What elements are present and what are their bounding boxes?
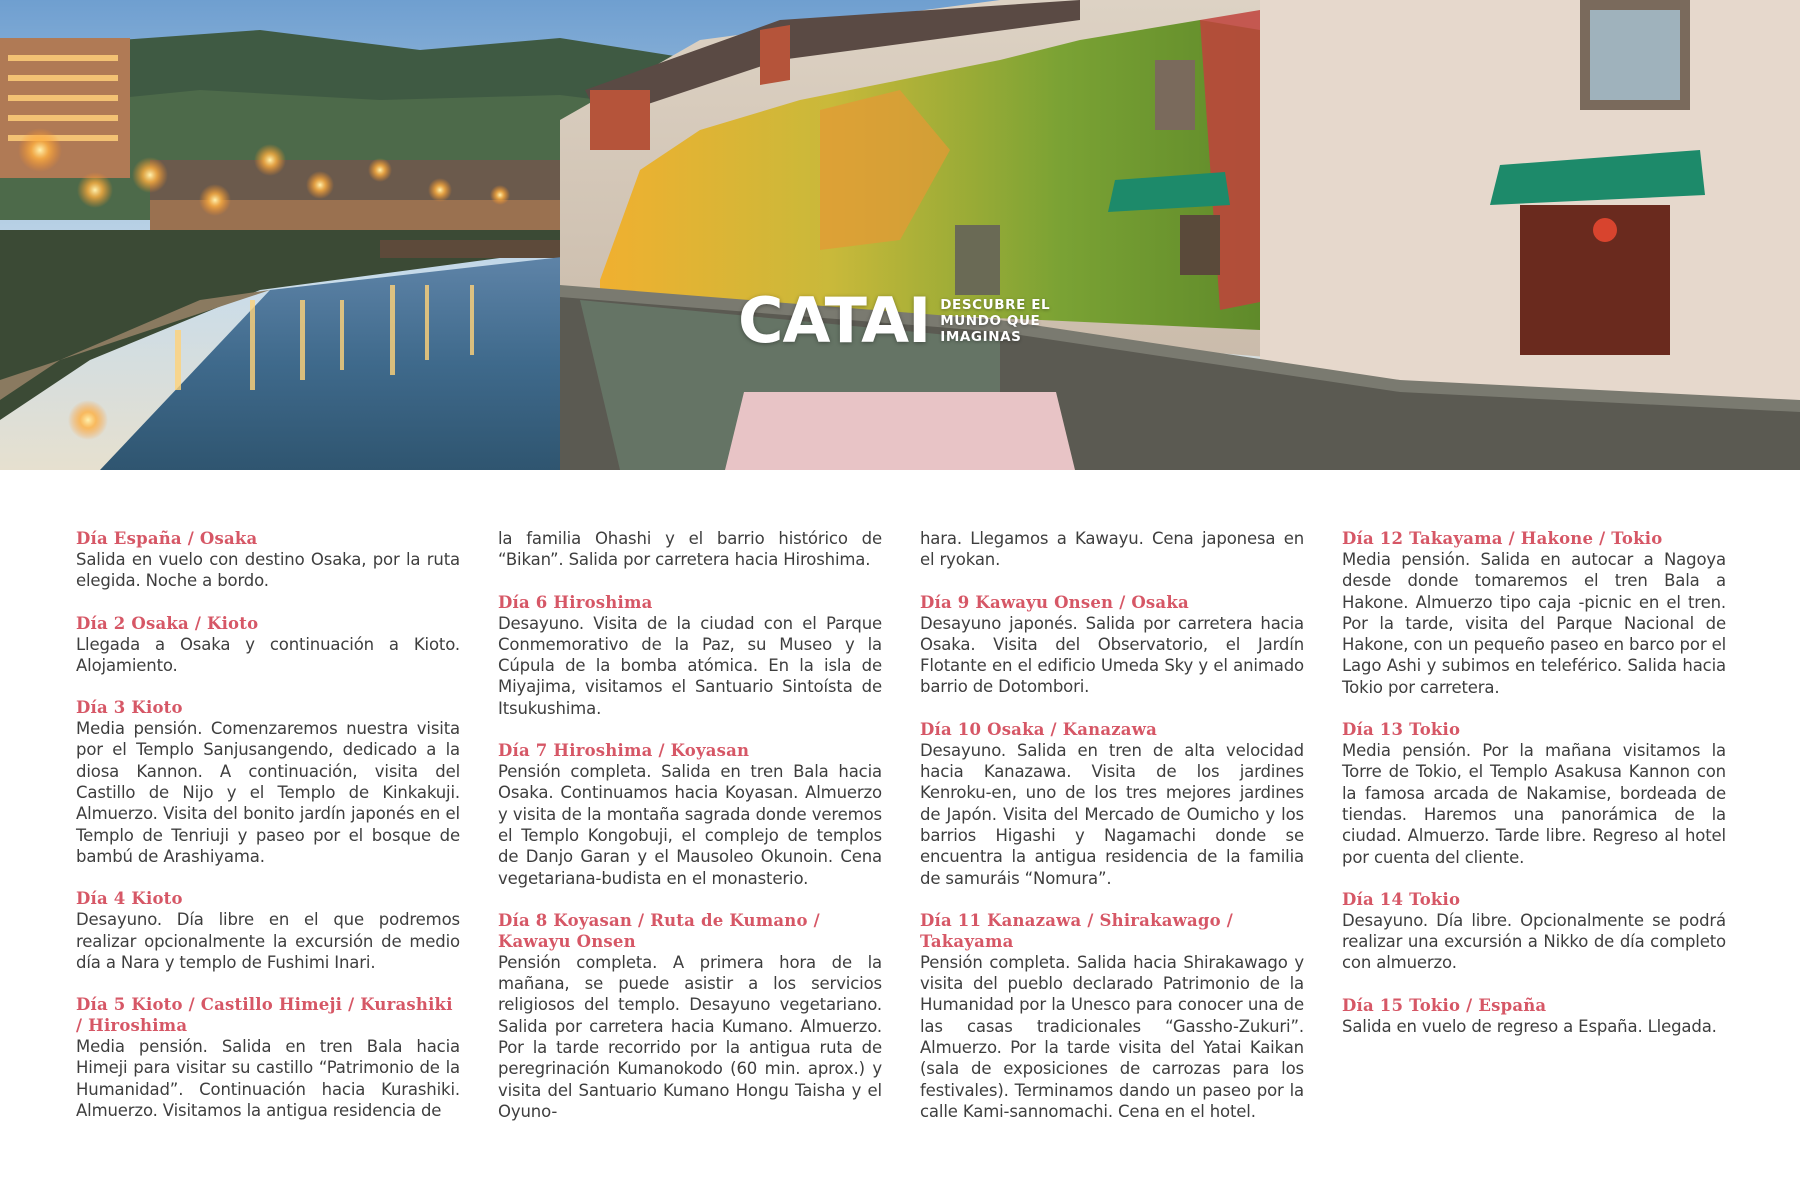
continued-text: la familia Ohashi y el barrio histórico de “Bikan”. Salida por carretera hacia Hiroshima.	[498, 529, 882, 570]
day-title: Día 10 Osaka / Kanazawa	[920, 719, 1157, 739]
day-entry	[1342, 719, 1726, 868]
day-entry	[76, 613, 460, 677]
day-description: Desayuno. Día libre en el que podremos realizar opcionalmente la excursión de medio día a Nara y templo de Fushimi Inari.	[76, 910, 460, 972]
day-description: Pensión completa. Salida en tren Bala hacia Osaka. Continuamos hacia Koyasan. Almuerzo y visita de la montaña sagrada donde veremos el Templo Kongobuji, el complejo de templos de Danjo Garan y el Mausoleo Okunoin. Cena vegetariana-budista en el monasterio.	[498, 762, 882, 888]
day-entry	[76, 528, 460, 592]
brand-tagline-line: MUNDO QUE	[940, 313, 1041, 329]
day-title: Día 15 Tokio / España	[1342, 995, 1547, 1015]
day-description: Pensión completa. Salida hacia Shirakawago y visita del pueblo declarado Patrimonio de la Humanidad por la Unesco para conocer una de las casas tradicionales “Gassho-Zukuri”. Almuerzo. Por la tarde visita del Yatai Kaikan (sala de exposiciones de carrozas para los festivales). Terminamos dando un paseo por la calle Kami-sannomachi. Cena en el hotel.	[920, 952, 1304, 1121]
itinerary-column	[76, 528, 460, 1128]
hero-photo	[0, 0, 1800, 470]
day-entry	[920, 910, 1304, 1122]
itinerary-columns	[76, 528, 1728, 1128]
day-title: Día 3 Kioto	[76, 698, 183, 718]
day-entry	[1342, 528, 1726, 698]
day-description: Media pensión. Comenzaremos nuestra visita por el Templo Sanjusangendo, dedicado a la diosa Kannon. A continuación, visita del Castillo de Nijo y el Templo de Kinkakuji. Almuerzo. Visita del bonito jardín japonés en el Templo de Tenriuji y paseo por el bosque de bambú de Arashiyama.	[76, 719, 460, 866]
day-entry	[498, 592, 882, 719]
day-description: Media pensión. Salida en tren Bala hacia Himeji para visitar su castillo “Patrimonio de la Humanidad”. Continuación hacia Kurashiki. Almuerzo. Visitamos la antigua residencia de	[76, 1037, 460, 1121]
itinerary-column	[920, 528, 1304, 1128]
brand-tagline-line: IMAGINAS	[940, 329, 1022, 345]
pink-tab	[0, 0, 1800, 470]
brand-tagline	[940, 297, 1050, 345]
day-title: Día 9 Kawayu Onsen / Osaka	[920, 592, 1189, 612]
day-entry	[498, 740, 882, 889]
day-description: Salida en vuelo de regreso a España. Llegada.	[1342, 1016, 1717, 1036]
day-entry	[498, 910, 882, 1122]
day-title: Día 5 Kioto / Castillo Himeji / Kurashiki / Hiroshima	[76, 995, 453, 1036]
day-description: Desayuno. Día libre. Opcionalmente se podrá realizar una excursión a Nikko de día completo con almuerzo.	[1342, 910, 1726, 973]
day-description: Media pensión. Salida en autocar a Nagoya desde donde tomaremos el tren Bala a Hakone. Almuerzo tipo caja -picnic en el tren. Por la tarde, visita del Parque Nacional de Hakone, con un pequeño paseo en barco por el Lago Ashi y subimos en teleférico. Salida hacia Tokio por carretera.	[1342, 550, 1726, 697]
day-description: Desayuno. Salida en tren de alta velocidad hacia Kanazawa. Visita de los jardines Kenroku-en, uno de los tres mejores jardines de Japón. Visita del Mercado de Oumicho y los barrios Higashi y Nagamachi donde se encuentra la antigua residencia de la familia de samuráis “Nomura”.	[920, 740, 1304, 888]
day-entry	[1342, 995, 1726, 1037]
day-title: Día 11 Kanazawa / Shirakawago / Takayama	[920, 910, 1234, 951]
day-title: Día 4 Kioto	[76, 889, 183, 909]
day-description: Llegada a Osaka y continuación a Kioto. Alojamiento.	[76, 634, 460, 675]
day-title: Día 12 Takayama / Hakone / Tokio	[1342, 529, 1663, 548]
day-entry	[76, 888, 460, 973]
itinerary-column	[1342, 528, 1726, 1128]
day-title: Día 8 Koyasan / Ruta de Kumano / Kawayu Onsen	[498, 910, 820, 951]
brand-name: CATAI	[738, 284, 931, 357]
day-title: Día 14 Tokio	[1342, 889, 1461, 909]
day-entry	[76, 994, 460, 1121]
itinerary-column	[498, 528, 882, 1128]
day-description: Pensión completa. A primera hora de la mañana, se puede asistir a los servicios religiosos del templo. Desayuno vegetariano. Salida por carretera hacia Kumano. Almuerzo. Por la tarde recorrido por la antigua ruta de peregrinación Kumanokodo (60 min. aprox.) y visita del Santuario Kumano Hongu Taisha y el Oyuno-	[498, 952, 882, 1121]
day-title: Día 13 Tokio	[1342, 720, 1461, 740]
day-description: Desayuno japonés. Salida por carretera hacia Osaka. Visita del Observatorio, el Jardín Flotante en el edificio Umeda Sky y el animado barrio de Dotombori.	[920, 613, 1304, 697]
day-description: Salida en vuelo con destino Osaka, por la ruta elegida. Noche a bordo.	[76, 550, 460, 591]
day-entry	[1342, 889, 1726, 974]
day-entry	[76, 697, 460, 867]
day-description: Desayuno. Visita de la ciudad con el Parque Conmemorativo de la Paz, su Museo y la Cúpula de la bomba atómica. En la isla de Miyajima, visitamos el Santuario Sintoísta de Itsukushima.	[498, 613, 882, 718]
day-title: Día 2 Osaka / Kioto	[76, 613, 259, 633]
day-entry	[920, 719, 1304, 889]
day-description: Media pensión. Por la mañana visitamos la Torre de Tokio, el Templo Asakusa Kannon con la famosa arcada de Nakamise, bordeada de tiendas. Haremos una panorámica de la ciudad. Almuerzo. Tarde libre. Regreso al hotel por cuenta del cliente.	[1342, 741, 1726, 867]
day-title: Día 7 Hiroshima / Koyasan	[498, 741, 750, 761]
day-title: Día España / Osaka	[76, 529, 258, 548]
continued-text: hara. Llegamos a Kawayu. Cena japonesa en el ryokan.	[920, 529, 1304, 570]
day-entry	[920, 592, 1304, 698]
day-title: Día 6 Hiroshima	[498, 592, 653, 612]
brand-logo	[738, 284, 1051, 357]
brand-tagline-line: DESCUBRE EL	[940, 297, 1051, 313]
